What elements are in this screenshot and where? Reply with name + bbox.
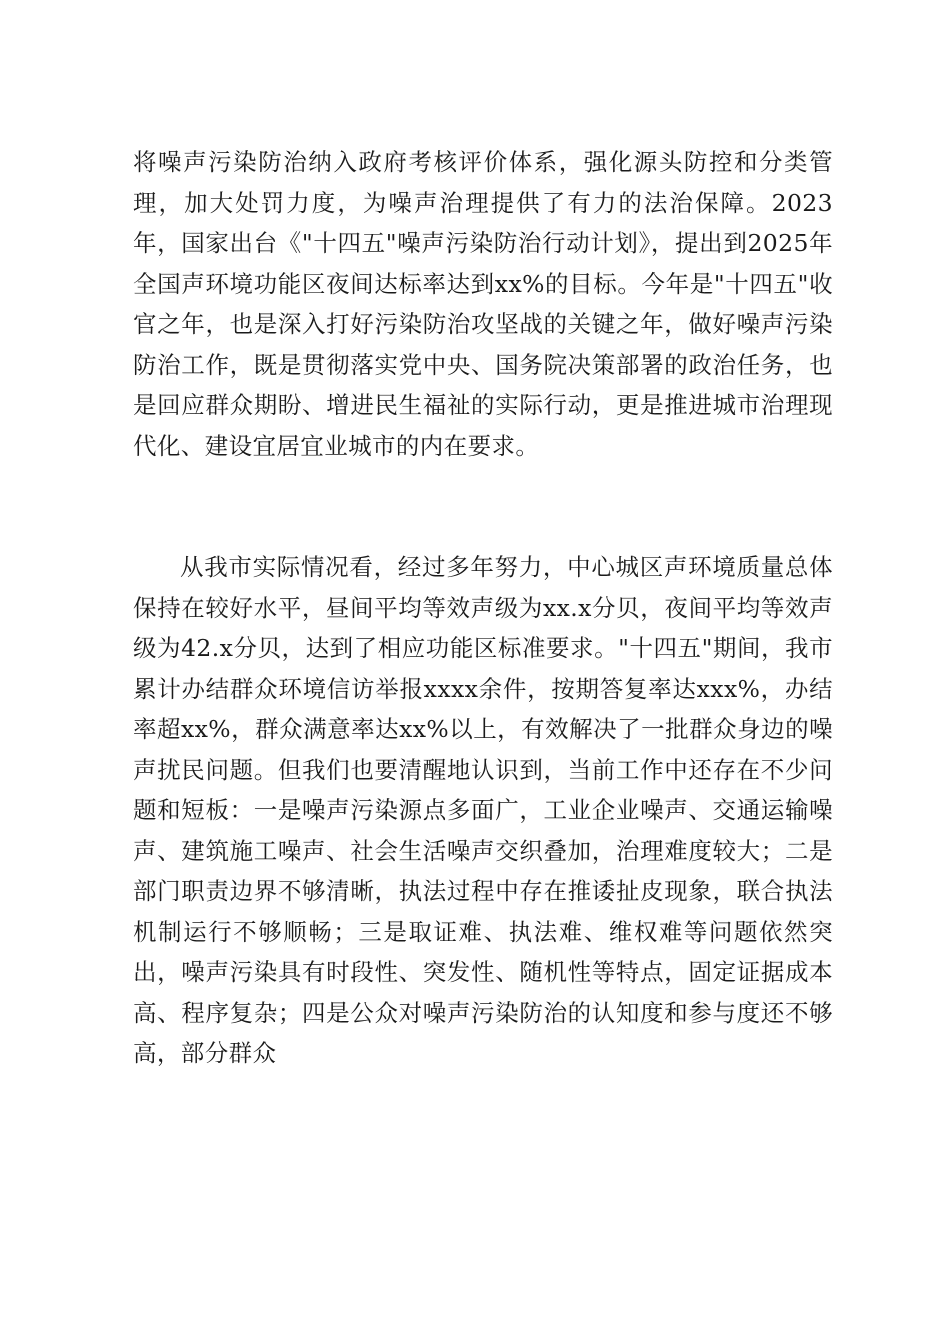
- body-text-bottom: [133, 547, 833, 1074]
- paragraph-continuation: 将噪声污染防治纳入政府考核评价体系，强化源头防控和分类管理，加大处罚力度，为噪声治理提供了有力的法治保障。2023年，国家出台《"十四五"噪声污染防治行动计划》，提出到2025年全国声环境功能区夜间达标率达到xx%的目标。今年是"十四五"收官之年，也是深入打好污染防治攻坚战的关键之年，做好噪声污染防治工作，既是贯彻落实党中央、国务院决策部署的政治任务，也是回应群众期盼、增进民生福祉的实际行动，更是推进城市治理现代化、建设宜居宜业城市的内在要求。: [133, 148, 833, 460]
- paragraph-city-situation: 从我市实际情况看，经过多年努力，中心城区声环境质量总体保持在较好水平，昼间平均等效声级为xx.x分贝，夜间平均等效声级为42.x分贝，达到了相应功能区标准要求。"十四五"期间，我市累计办结群众环境信访举报xxxx余件，按期答复率达xxx%，办结率超xx%，群众满意率达xx%以上，有效解决了一批群众身边的噪声扰民问题。但我们也要清醒地认识到，当前工作中还存在不少问题和短板：一是噪声污染源点多面广，工业企业噪声、交通运输噪声、建筑施工噪声、社会生活噪声交织叠加，治理难度较大；二是部门职责边界不够清晰，执法过程中存在推诿扯皮现象，联合执法机制运行不够顺畅；三是取证难、执法难、维权难等问题依然突出，噪声污染具有时段性、突发性、随机性等特点，固定证据成本高、程序复杂；四是公众对噪声污染防治的认知度和参与度还不够高，部分群众: [133, 553, 833, 1067]
- body-text-top: [133, 142, 833, 466]
